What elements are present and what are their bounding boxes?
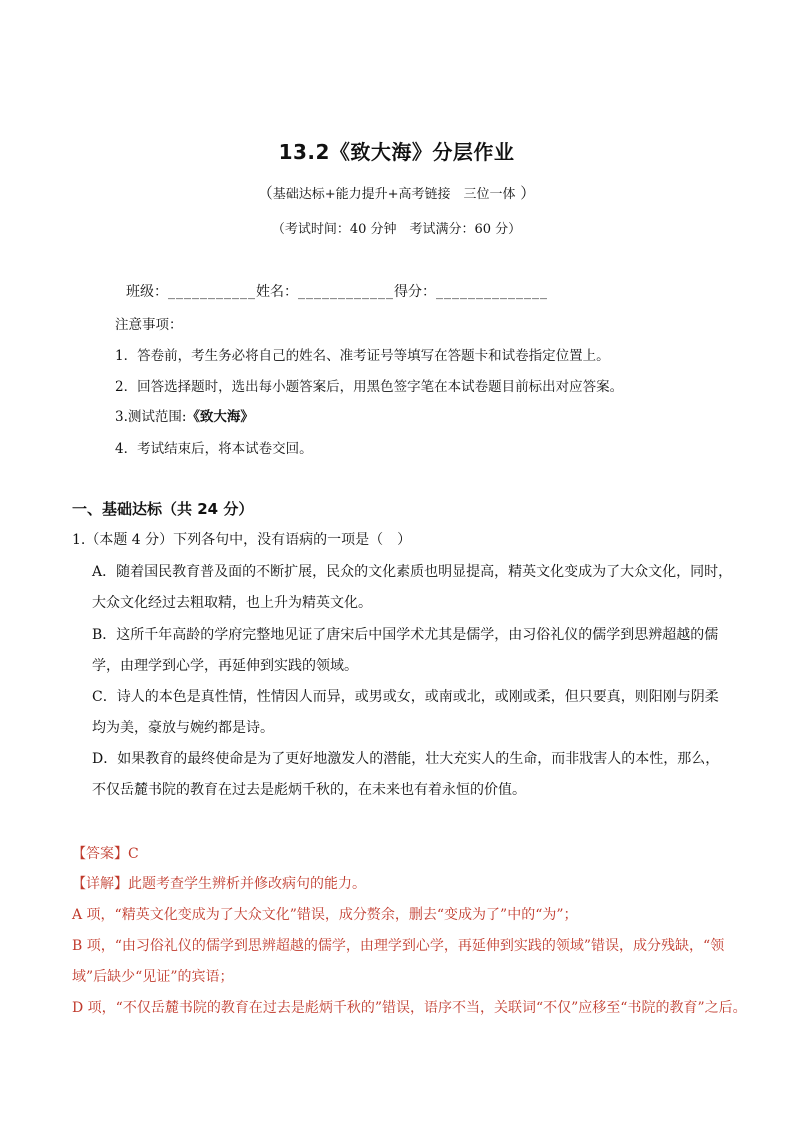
option-c-line2: 均为美，豪放与婉约都是诗。	[92, 720, 274, 736]
page-title: 13.2《致大海》分层作业	[278, 140, 515, 164]
option-a-line2: 大众文化经过去粗取精，也上升为精英文化。	[92, 595, 372, 611]
note-item: 2．回答选择题时，选出每小题答案后，用黑色签字笔在本试卷题目前标出对应答案。	[115, 379, 624, 395]
notes-heading: 注意事项：	[115, 317, 183, 333]
note-item	[115, 405, 254, 425]
score-blank[interactable]: ______________	[436, 284, 548, 300]
detail-label: 【详解】	[72, 876, 128, 892]
detail-intro: 此题考查学生辨析并修改病句的能力。	[128, 876, 366, 892]
question-stem: 1.（本题 4 分）下列各句中，没有语病的一项是（ ）	[72, 532, 412, 548]
name-label: 姓名：	[256, 284, 298, 300]
detail-b-line1: B 项，“由习俗礼仪的儒学到思辨超越的儒学，由理学到心学，再延伸到实践的领域”错误，成分残缺，“领	[72, 938, 725, 954]
note-item: 4．考试结束后，将本试卷交回。	[115, 441, 313, 457]
score-label: 得分：	[394, 284, 436, 300]
answer-line	[72, 843, 139, 863]
section-heading: 一、基础达标（共 24 分）	[72, 500, 254, 518]
detail-a: A 项，“精英文化变成为了大众文化”错误，成分赘余，删去“变成为了”中的“为”；	[72, 907, 578, 923]
option-c-line1: C．诗人的本色是真性情，性情因人而异，或男或女，或南或北，或刚或柔，但只要真，则阳刚与阴柔	[92, 689, 719, 705]
option-b-line1: B．这所千年高龄的学府完整地见证了唐宋后中国学术尤其是儒学，由习俗礼仪的儒学到思辨超越的儒	[92, 627, 719, 643]
answer-label: 【答案】	[72, 846, 128, 862]
scope-label: 3.测试范围:	[115, 409, 187, 425]
scope-value: 《致大海》	[186, 409, 254, 425]
subtitle-text: 基础达标+能力提升+高考链接 三位一体	[272, 187, 516, 202]
option-b-line2: 学，由理学到心学，再延伸到实践的领域。	[92, 658, 358, 674]
option-d-line2: 不仅岳麓书院的教育在过去是彪炳千秋的，在未来也有着永恒的价值。	[92, 782, 526, 798]
detail-line	[72, 873, 366, 893]
detail-b-line2: 域”后缺少“见证”的宾语；	[72, 969, 234, 985]
exam-time-info: （考试时间：40 分钟 考试满分：60 分）	[271, 222, 522, 237]
option-a-line1: A．随着国民教育普及面的不断扩展，民众的文化素质也明显提高，精英文化变成为了大众文化，同时，	[92, 564, 733, 580]
class-label: 班级：	[126, 284, 168, 300]
detail-d: D 项，“不仅岳麓书院的教育在过去是彪炳千秋的”错误，语序不当，关联词“不仅”应移至“书院的教育”之后。	[72, 1000, 747, 1016]
option-d-line1: D．如果教育的最终使命是为了更好地激发人的潜能，壮大充实人的生命，而非戕害人的本性，那么，	[92, 751, 720, 767]
note-item: 1．答卷前，考生务必将自己的姓名、准考证号等填写在答题卡和试卷指定位置上。	[115, 348, 610, 364]
student-info-fields	[126, 281, 548, 301]
answer-value: C	[128, 846, 139, 862]
name-blank[interactable]: ____________	[298, 284, 394, 300]
page-subtitle: （基础达标+能力提升+高考链接 三位一体 ）	[257, 184, 536, 202]
class-blank[interactable]: ___________	[168, 284, 256, 300]
